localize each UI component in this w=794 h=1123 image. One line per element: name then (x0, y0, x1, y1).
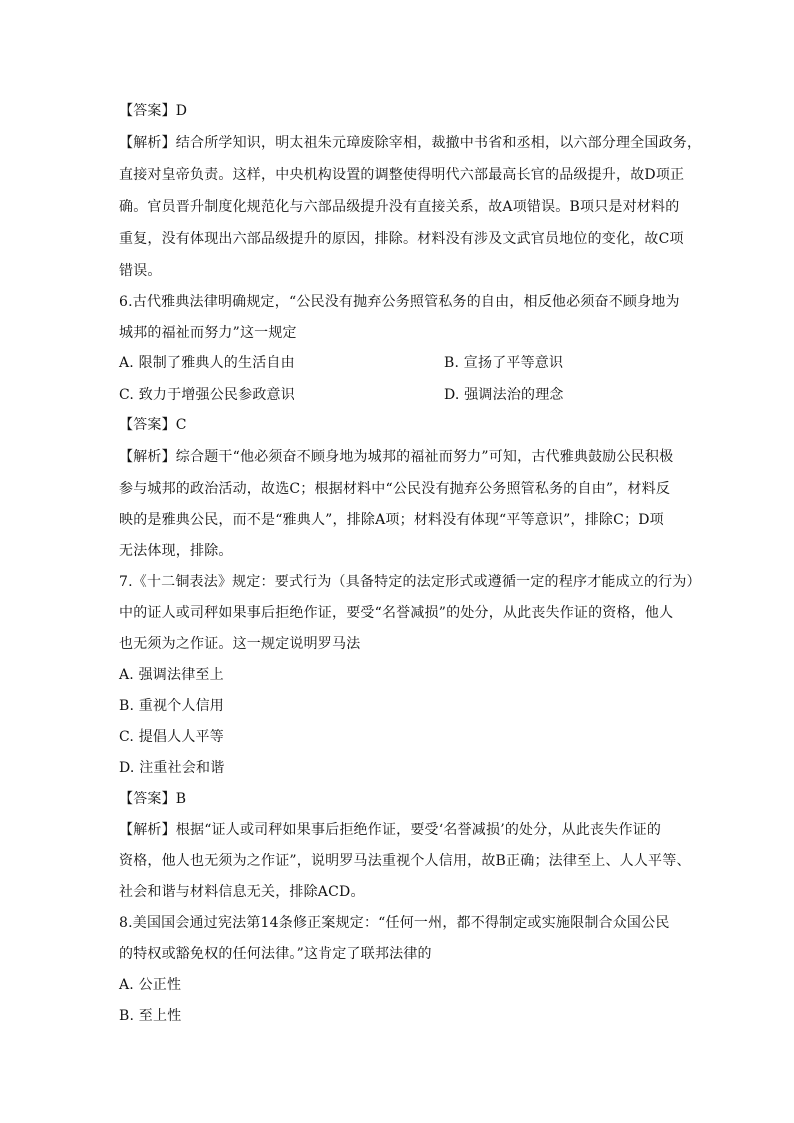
q7-option-c: C. 提倡人人平等 (119, 729, 224, 745)
q7-analysis-line-2: 资格，他人也无须为之作证”，说明罗马法重视个人信用，故B正确；法律至上、人人平等、 (119, 853, 691, 869)
q7-answer: 【答案】B (119, 791, 187, 807)
q6-answer: 【答案】C (119, 417, 187, 433)
q7-analysis-line-3: 社会和谐与材料信息无关，排除ACD。 (119, 884, 365, 900)
q7-stem-line-1: 7.《十二铜表法》规定：要式行为（具备特定的法定形式或遵循一定的程序才能成立的行为） (119, 574, 701, 590)
q5-answer: 【答案】D (119, 103, 188, 119)
q5-analysis-line-4: 重复，没有体现出六部品级提升的原因，排除。材料没有涉及文武官员地位的变化，故C项 (119, 231, 684, 247)
q6-stem-line-1: 6.古代雅典法律明确规定，“公民没有抛弃公务照管私务的自由，相反他必须奋不顾身地为 (119, 294, 680, 310)
q5-analysis-line-3: 确。官员晋升制度化规范化与六部品级提升没有直接关系，故A项错误。B项只是对材料的 (119, 199, 680, 215)
q5-analysis-line-2: 直接对皇帝负责。这样，中央机构设置的调整使得明代六部最高长官的品级提升，故D项正 (119, 167, 685, 183)
q8-option-a: A. 公正性 (119, 977, 182, 993)
q6-stem-line-2: 城邦的福祉而努力”这一规定 (119, 325, 297, 341)
q7-option-b: B. 重视个人信用 (119, 698, 224, 714)
q5-analysis-line-5: 错误。 (119, 263, 162, 279)
q7-stem-line-3: 也无须为之作证。这一规定说明罗马法 (119, 636, 361, 652)
q6-option-c: C. 致力于增强公民参政意识 (119, 387, 295, 403)
q8-option-b: B. 至上性 (119, 1008, 182, 1024)
q8-stem-line-1: 8.美国国会通过宪法第14条修正案规定：“任何一州，都不得制定或实施限制合众国公民 (119, 915, 670, 931)
q7-analysis-line-1: 【解析】根据“证人或司秤如果事后拒绝作证，要受‘名誉减损’的处分，从此丧失作证的 (119, 822, 662, 838)
q5-analysis-line-1: 【解析】结合所学知识，明太祖朱元璋废除宰相，裁撤中书省和丞相，以六部分理全国政务， (119, 135, 702, 151)
q6-analysis-line-3: 映的是雅典公民，而不是“雅典人”，排除A项；材料没有体现“平等意识”，排除C；D项 (119, 512, 664, 528)
q6-analysis-line-1: 【解析】综合题干“他必须奋不顾身地为城邦的福祉而努力”可知，古代雅典鼓励公民积极 (119, 449, 674, 465)
q7-option-a: A. 强调法律至上 (119, 667, 224, 683)
q6-option-b: B. 宣扬了平等意识 (444, 355, 564, 371)
q8-stem-line-2: 的特权或豁免权的任何法律。”这肯定了联邦法律的 (119, 946, 432, 962)
q7-stem-line-2: 中的证人或司秤如果事后拒绝作证，要受“名誉减损”的处分，从此丧失作证的资格，他人 (119, 605, 674, 621)
q6-option-a: A. 限制了雅典人的生活自由 (119, 355, 295, 371)
q6-option-d: D. 强调法治的理念 (444, 387, 564, 403)
q6-analysis-line-4: 无法体现，排除。 (119, 543, 233, 559)
q7-option-d: D. 注重社会和谐 (119, 760, 225, 776)
q6-analysis-line-2: 参与城邦的政治活动，故选C；根据材料中“公民没有抛弃公务照管私务的自由”，材料反 (119, 481, 671, 497)
